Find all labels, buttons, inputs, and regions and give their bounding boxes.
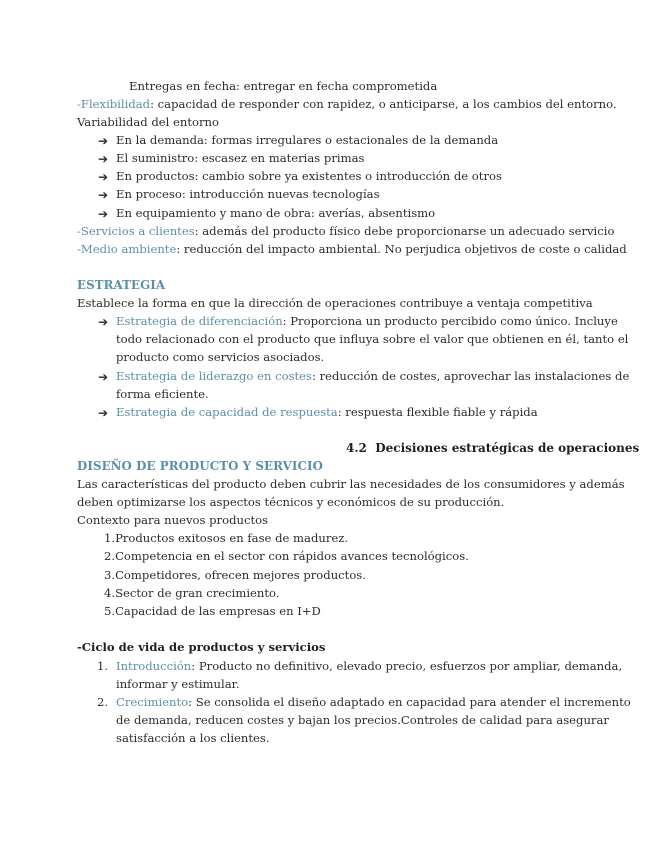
ciclo-item-2-number: 2.	[97, 695, 109, 709]
estrategia-intro: Establece la forma en que la dirección de operaciones contribuye a ventaja competitiva	[77, 296, 593, 310]
diseno-paragraph: deben optimizarse los aspectos técnicos y económicos de su producción.	[77, 495, 505, 509]
item-number: 4.	[104, 586, 116, 600]
ciclo-item-1	[116, 657, 622, 676]
item-number: 3.	[104, 568, 116, 582]
servicios-line	[77, 222, 614, 241]
section-title	[346, 439, 639, 458]
numbered-item	[104, 547, 469, 566]
medio-text: : reducción del impacto ambiental. No perjudica objetivos de coste o calidad	[176, 242, 627, 256]
arrow-icon: ➔	[98, 134, 109, 148]
estrategia-item-3-text: : respuesta flexible fiable y rápida	[337, 405, 538, 419]
item-text: Capacidad de las empresas en I+D	[115, 604, 321, 618]
estrategia-item-1-cont: todo relacionado con el producto que influya sobre el valor que obtienen en él, tanto el	[116, 332, 629, 346]
contexto-label: Contexto para nuevos productos	[77, 513, 269, 527]
estrategia-heading: ESTRATEGIA	[77, 278, 166, 292]
estrategia-item-2-cont: forma eficiente.	[116, 387, 209, 401]
arrow-icon: ➔	[98, 188, 109, 202]
estrategia-item-2-text: : reducción de costes, aprovechar las instalaciones de	[312, 369, 630, 383]
flexibilidad-line	[77, 95, 617, 114]
estrategia-item-2-label: Estrategia de liderazgo en costes	[116, 369, 312, 383]
arrow-list-item: El suministro: escasez en materias primas	[116, 151, 365, 165]
section-title-text: Decisiones estratégicas de operaciones	[375, 441, 640, 455]
estrategia-item-2	[116, 367, 629, 386]
servicios-label: -Servicios a clientes	[77, 224, 195, 238]
numbered-item	[104, 584, 279, 603]
arrow-icon: ➔	[98, 207, 109, 221]
variabilidad-line: Variabilidad del entorno	[77, 115, 220, 129]
diseno-heading: DISEÑO DE PRODUCTO Y SERVICIO	[77, 459, 323, 473]
item-text: Productos exitosos en fase de madurez.	[115, 531, 349, 545]
item-number: 1.	[104, 531, 116, 545]
ciclo-item-1-cont: informar y estimular.	[116, 677, 240, 691]
diseno-paragraph: Las características del producto deben cubrir las necesidades de los consumidores y además	[77, 477, 625, 491]
arrow-icon: ➔	[98, 406, 109, 420]
estrategia-item-1	[116, 312, 618, 331]
arrow-list-item: En la demanda: formas irregulares o estacionales de la demanda	[116, 133, 499, 147]
medio-line	[77, 240, 627, 259]
ciclo-item-1-number: 1.	[97, 659, 109, 673]
estrategia-item-1-cont: producto como servicios asociados.	[116, 350, 325, 364]
numbered-item	[104, 602, 321, 621]
ciclo-item-2-cont: satisfacción a los clientes.	[116, 731, 270, 745]
ciclo-item-2-cont: de demanda, reducen costes y bajan los precios.Controles de calidad para asegurar	[116, 713, 609, 727]
arrow-icon: ➔	[98, 170, 109, 184]
ciclo-item-2	[116, 693, 631, 712]
estrategia-item-3-label: Estrategia de capacidad de respuesta	[116, 405, 338, 419]
ciclo-item-1-text: : Producto no definitivo, elevado precio, esfuerzos por ampliar, demanda,	[191, 659, 623, 673]
item-number: 2.	[104, 549, 116, 563]
flexibilidad-text: : capacidad de responder con rapidez, o anticiparse, a los cambios del entorno.	[150, 97, 617, 111]
item-text: Sector de gran crecimiento.	[115, 586, 280, 600]
ciclo-heading: -Ciclo de vida de productos y servicios	[77, 640, 326, 654]
section-number: 4.2	[346, 441, 367, 455]
estrategia-item-1-label: Estrategia de diferenciación	[116, 314, 283, 328]
entregas-line: Entregas en fecha: entregar en fecha comprometida	[129, 79, 438, 93]
arrow-list-item: En productos: cambio sobre ya existentes o introducción de otros	[116, 169, 502, 183]
flexibilidad-label: -Flexibilidad	[77, 97, 151, 111]
arrow-icon: ➔	[98, 315, 109, 329]
estrategia-item-1-text: : Proporciona un producto percibido como único. Incluye	[282, 314, 618, 328]
numbered-item	[104, 566, 366, 585]
estrategia-item-3	[116, 403, 538, 422]
medio-label: -Medio ambiente	[77, 242, 177, 256]
arrow-icon: ➔	[98, 370, 109, 384]
ciclo-item-1-label: Introducción	[116, 659, 192, 673]
servicios-text: : además del producto físico debe proporcionarse un adecuado servicio	[194, 224, 615, 238]
ciclo-item-2-text: : Se consolida el diseño adaptado en capacidad para atender el incremento	[188, 695, 631, 709]
numbered-item	[104, 529, 348, 548]
arrow-list-item: En equipamiento y mano de obra: averías, absentismo	[116, 206, 436, 220]
item-number: 5.	[104, 604, 116, 618]
item-text: Competencia en el sector con rápidos avances tecnológicos.	[115, 549, 469, 563]
arrow-icon: ➔	[98, 152, 109, 166]
arrow-list-item: En proceso: introducción nuevas tecnologías	[116, 187, 380, 201]
ciclo-item-2-label: Crecimiento	[116, 695, 189, 709]
item-text: Competidores, ofrecen mejores productos.	[115, 568, 366, 582]
